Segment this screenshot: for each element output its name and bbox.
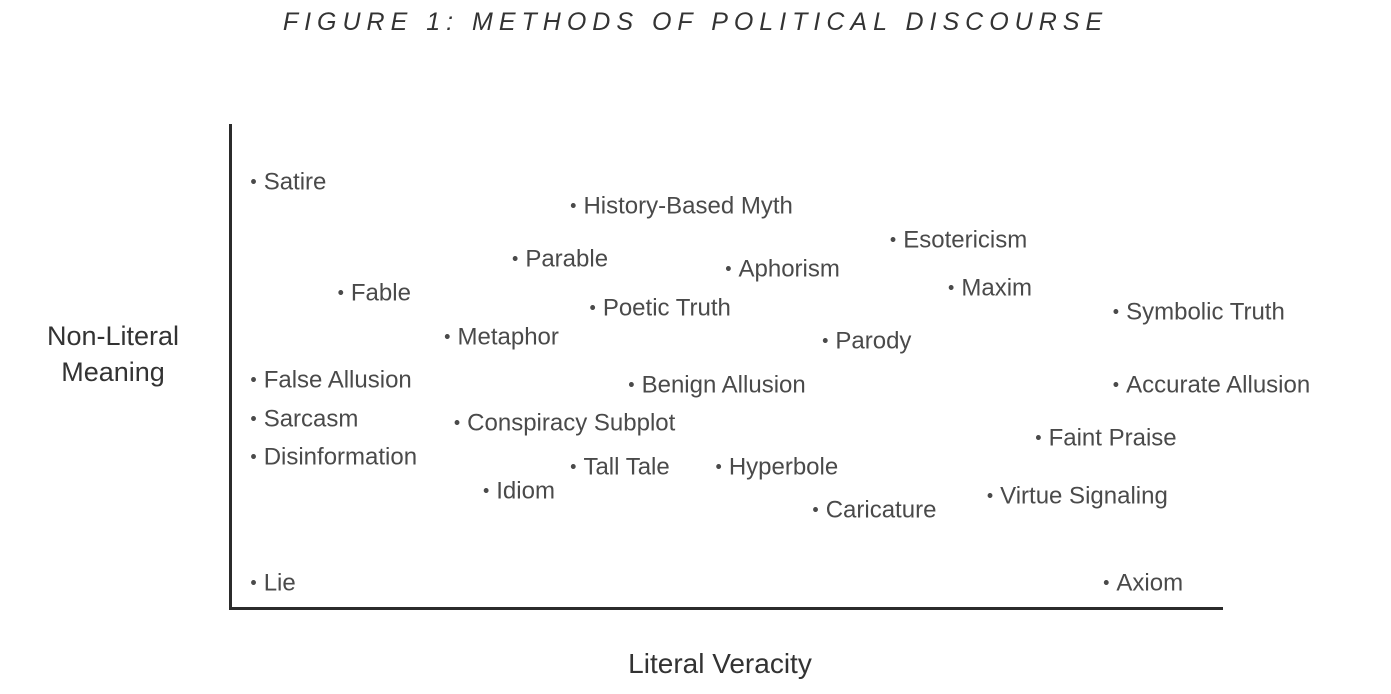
data-point bbox=[483, 477, 555, 506]
point-marker: • bbox=[628, 374, 635, 395]
data-point bbox=[570, 452, 670, 481]
point-marker: • bbox=[570, 195, 577, 216]
point-label: Poetic Truth bbox=[602, 294, 731, 322]
data-point bbox=[454, 409, 675, 438]
data-point bbox=[570, 192, 793, 221]
x-axis-line bbox=[229, 607, 1223, 610]
point-label: Fable bbox=[350, 279, 411, 307]
y-axis-line bbox=[229, 124, 232, 610]
point-label: Parable bbox=[525, 245, 609, 273]
point-label: Sarcasm bbox=[263, 405, 359, 433]
point-marker: • bbox=[250, 171, 257, 192]
data-point bbox=[250, 365, 411, 394]
point-label: False Allusion bbox=[263, 366, 412, 394]
data-point bbox=[444, 322, 559, 351]
data-point bbox=[250, 568, 295, 597]
point-label: Faint Praise bbox=[1048, 424, 1177, 452]
data-point bbox=[250, 167, 326, 196]
point-label: Conspiracy Subplot bbox=[467, 409, 676, 437]
data-point bbox=[812, 496, 936, 525]
point-label: Symbolic Truth bbox=[1126, 298, 1285, 326]
point-label: Esotericism bbox=[903, 226, 1028, 254]
point-marker: • bbox=[1112, 301, 1120, 322]
point-label: Tall Tale bbox=[583, 453, 670, 481]
data-point bbox=[725, 254, 840, 283]
point-label: Metaphor bbox=[457, 323, 559, 351]
point-label: Hyperbole bbox=[728, 453, 839, 481]
data-point bbox=[590, 293, 731, 322]
data-point bbox=[1103, 568, 1183, 597]
point-marker: • bbox=[482, 480, 490, 501]
point-label: Virtue Signaling bbox=[1000, 482, 1168, 510]
point-label: Accurate Allusion bbox=[1126, 371, 1311, 399]
point-label: History-Based Myth bbox=[583, 192, 793, 220]
point-marker: • bbox=[444, 326, 451, 347]
data-point bbox=[338, 279, 411, 308]
point-marker: • bbox=[453, 412, 461, 433]
point-label: Parody bbox=[835, 327, 912, 355]
data-point bbox=[250, 443, 417, 472]
point-label: Benign Allusion bbox=[641, 371, 806, 399]
data-point bbox=[1113, 370, 1310, 399]
data-point bbox=[1035, 423, 1176, 452]
chart-title: FIGURE 1: METHODS OF POLITICAL DISCOURSE bbox=[282, 8, 1109, 36]
data-point bbox=[716, 452, 839, 481]
point-label: Caricature bbox=[825, 496, 937, 524]
data-point bbox=[987, 481, 1168, 510]
data-point bbox=[628, 370, 805, 399]
point-marker: • bbox=[889, 229, 897, 250]
point-marker: • bbox=[250, 369, 257, 390]
point-marker: • bbox=[725, 258, 732, 279]
point-marker: • bbox=[250, 446, 257, 467]
point-label: Satire bbox=[263, 168, 327, 196]
point-marker: • bbox=[250, 572, 257, 593]
point-marker: • bbox=[822, 330, 829, 351]
point-label: Axiom bbox=[1116, 569, 1184, 597]
point-marker: • bbox=[570, 456, 577, 477]
point-marker: • bbox=[1103, 572, 1110, 593]
point-label: Maxim bbox=[961, 274, 1033, 302]
point-marker: • bbox=[986, 485, 994, 506]
point-marker: • bbox=[812, 499, 819, 520]
point-marker: • bbox=[948, 277, 955, 298]
point-label: Aphorism bbox=[738, 255, 840, 283]
x-axis-label: Literal Veracity bbox=[628, 648, 812, 679]
data-point bbox=[948, 274, 1032, 303]
data-point bbox=[250, 404, 358, 433]
data-point bbox=[822, 327, 911, 356]
point-marker: • bbox=[589, 297, 596, 318]
data-point bbox=[512, 245, 608, 274]
point-marker: • bbox=[1035, 427, 1042, 448]
point-marker: • bbox=[337, 282, 344, 303]
point-label: Disinformation bbox=[263, 443, 418, 471]
point-marker: • bbox=[250, 408, 257, 429]
point-label: Lie bbox=[263, 569, 296, 597]
data-point bbox=[890, 225, 1027, 254]
point-marker: • bbox=[512, 248, 519, 269]
point-label: Idiom bbox=[496, 477, 555, 505]
point-marker: • bbox=[715, 456, 722, 477]
data-point bbox=[1113, 298, 1285, 327]
point-marker: • bbox=[1112, 374, 1120, 395]
y-axis-label: Non-Literal Meaning bbox=[46, 321, 180, 387]
